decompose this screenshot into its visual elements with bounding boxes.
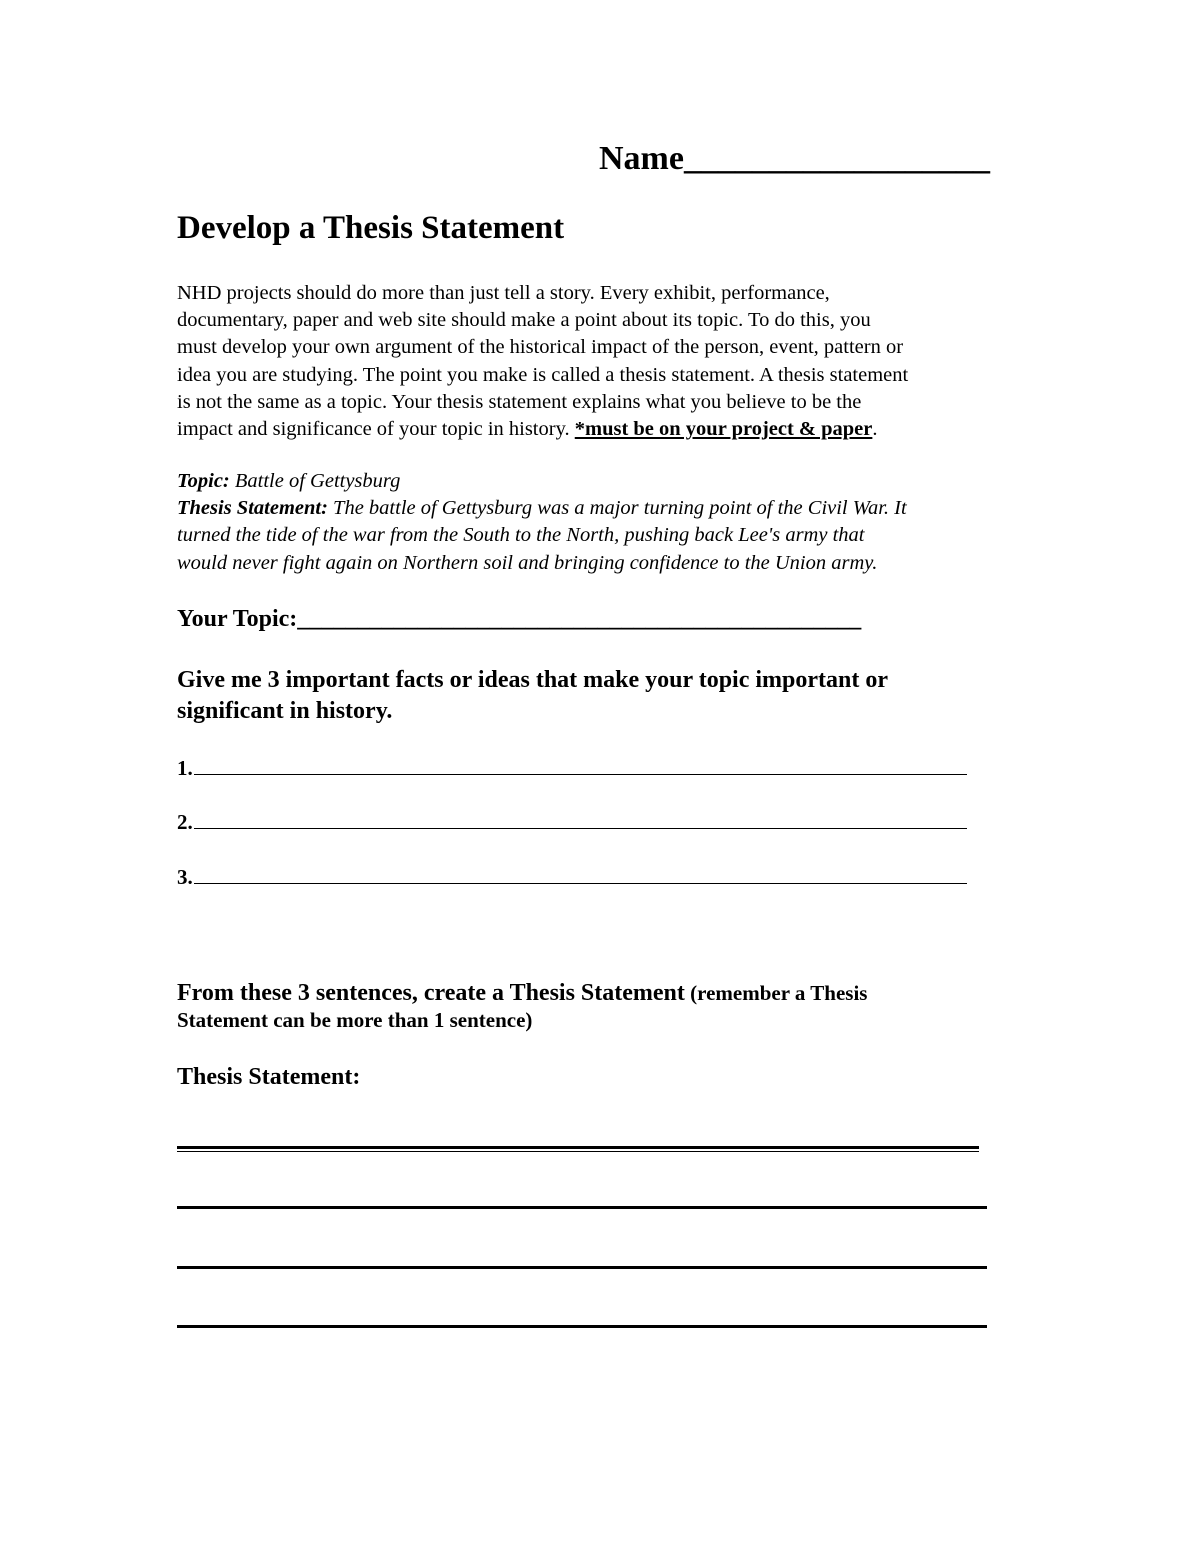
instruction-aside: (remember a Thesis (684, 981, 868, 1005)
thesis-write-line-2[interactable] (177, 1206, 987, 1209)
facts-prompt (177, 665, 888, 727)
instruction-line (177, 980, 867, 1007)
example-block (177, 468, 1057, 577)
create-thesis-instruction (177, 980, 867, 1034)
fact-number: 2. (177, 810, 193, 834)
fact-field-1[interactable] (177, 754, 967, 781)
fact-blank-line[interactable] (194, 808, 967, 829)
example-thesis-line: turned the tide of the war from the South to the North, pushing back Lee's army that (177, 524, 865, 547)
intro-line-last (177, 416, 1037, 443)
thesis-write-line-4[interactable] (177, 1325, 987, 1328)
facts-prompt-line: Give me 3 important facts or ideas that make your topic important or (177, 667, 889, 693)
intro-paragraph (177, 280, 1037, 443)
example-thesis-label: Thesis Statement: (177, 497, 328, 520)
fact-blank-line[interactable] (194, 863, 967, 884)
thesis-write-line-3[interactable] (177, 1266, 987, 1269)
fact-field-3[interactable] (177, 863, 967, 890)
page-title: Develop a Thesis Statement (177, 210, 565, 246)
intro-period: . (872, 418, 878, 441)
example-thesis-line: would never fight again on Northern soil and bringing confidence to the Union army. (177, 551, 878, 574)
intro-line: idea you are studying. The point you make is called a thesis statement. A thesis statement (177, 363, 909, 386)
name-field-label: Name__________________ (599, 140, 990, 177)
your-topic-field[interactable]: Your Topic:_______________________________________________ (177, 606, 862, 632)
facts-prompt-line: significant in history. (177, 698, 393, 724)
intro-line: must develop your own argument of the historical impact of the person, event, pattern or (177, 336, 904, 359)
example-topic-label: Topic: (177, 470, 230, 492)
fact-field-2[interactable] (177, 808, 967, 835)
thesis-statement-label: Thesis Statement: (177, 1064, 361, 1090)
thesis-write-line-1[interactable] (177, 1146, 979, 1149)
example-thesis-line: The battle of Gettysburg was a major turning point of the Civil War. It (327, 497, 907, 520)
must-note: *must be on your project & paper (574, 418, 873, 441)
fact-number: 1. (177, 756, 193, 780)
intro-line: documentary, paper and web site should make a point about its topic. To do this, you (177, 309, 871, 332)
example-topic-value: Battle of Gettysburg (229, 470, 401, 492)
example-thesis (177, 495, 1057, 522)
fact-number: 3. (177, 865, 193, 889)
example-topic (177, 468, 1057, 495)
intro-line: is not the same as a topic. Your thesis statement explains what you believe to be the (177, 390, 862, 413)
instruction-aside-end: Statement can be more than 1 sentence) (177, 1008, 533, 1032)
fact-blank-line[interactable] (194, 754, 967, 775)
thesis-write-line-1-double (177, 1151, 979, 1152)
intro-last-text: impact and significance of your topic in history. (177, 418, 575, 441)
intro-line: NHD projects should do more than just tell a story. Every exhibit, performance, (177, 282, 830, 304)
instruction-lead: From these 3 sentences, create a Thesis Statement (177, 980, 685, 1006)
